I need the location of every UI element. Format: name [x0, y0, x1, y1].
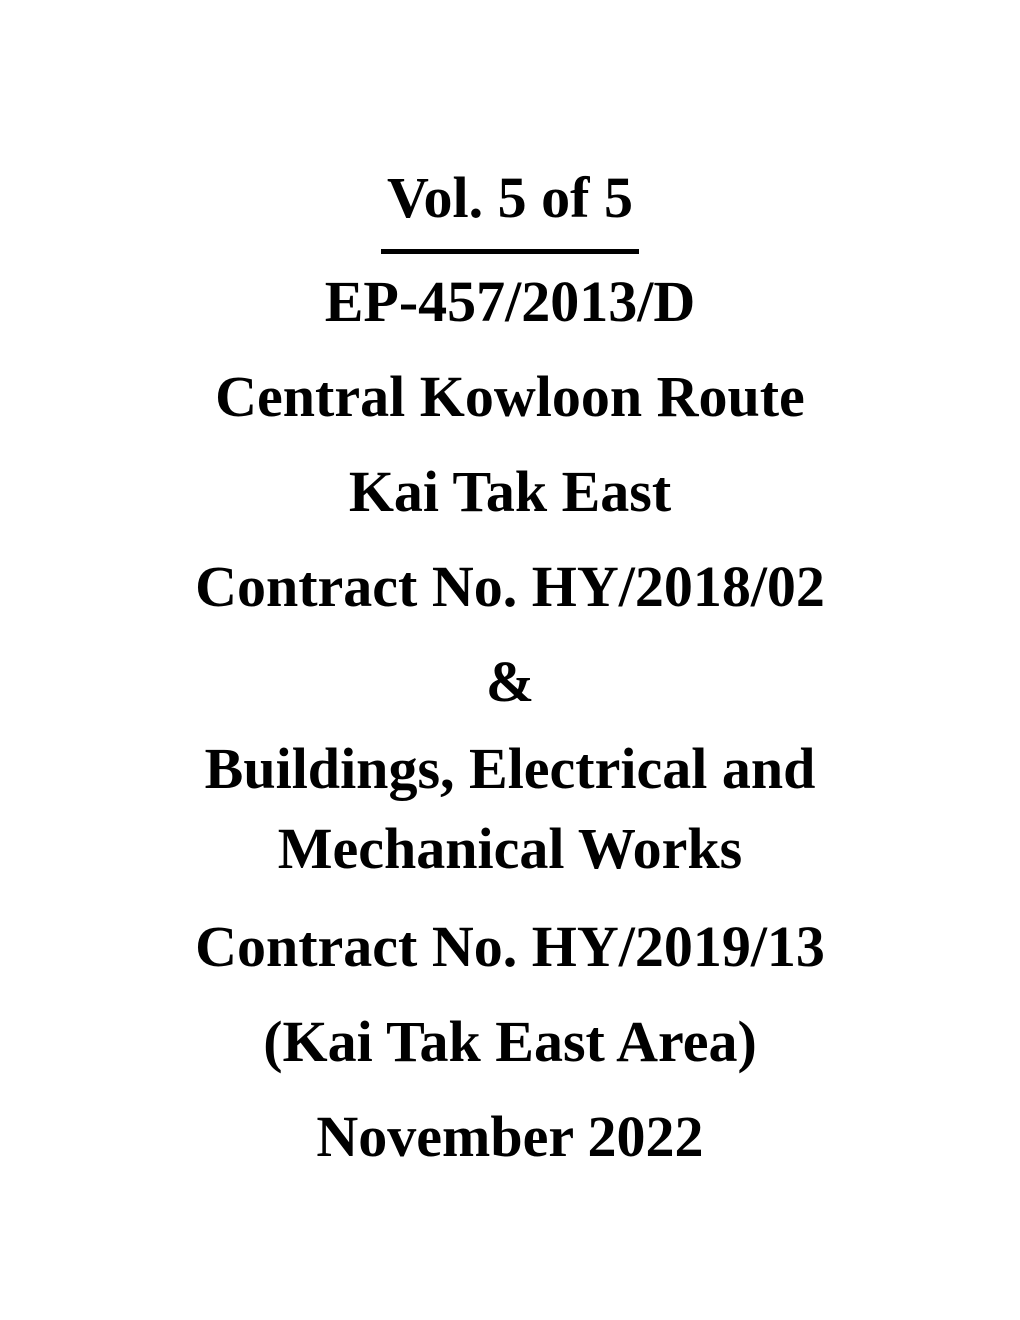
contract-number-2: Contract No. HY/2019/13 — [195, 914, 825, 979]
project-area: Kai Tak East — [348, 459, 672, 524]
volume-label-text: Vol. 5 of 5 — [381, 150, 639, 254]
reference-number: EP-457/2013/D — [324, 269, 696, 334]
conjunction-ampersand: & — [485, 649, 535, 714]
works-title-line-1: Buildings, Electrical and — [204, 736, 816, 801]
project-title: Central Kowloon Route — [215, 364, 805, 429]
area-parenthetical: (Kai Tak East Area) — [263, 1009, 757, 1074]
works-title-line-2: Mechanical Works — [277, 816, 743, 881]
issue-date: November 2022 — [316, 1104, 704, 1169]
volume-label — [0, 150, 1020, 254]
contract-number-1: Contract No. HY/2018/02 — [195, 554, 825, 619]
